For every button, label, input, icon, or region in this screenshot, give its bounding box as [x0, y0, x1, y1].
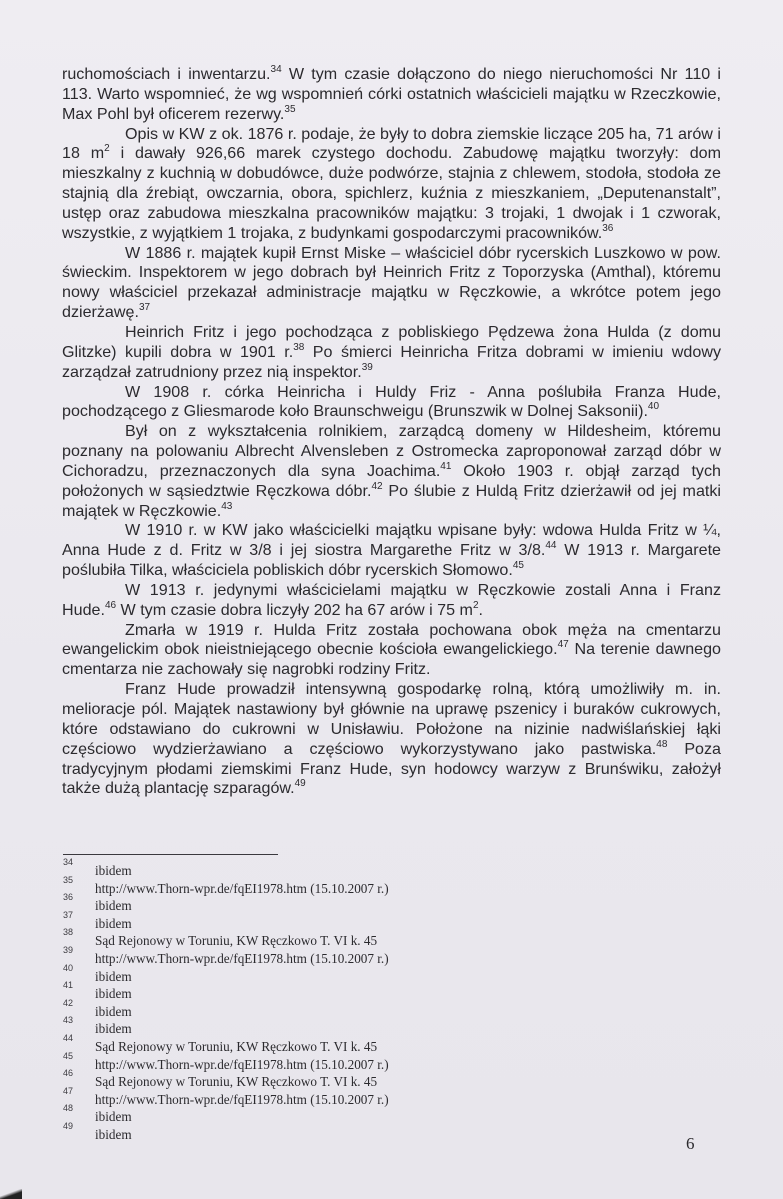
footnote-number: 39	[63, 944, 74, 955]
footnote-text: ibidem	[95, 1003, 132, 1019]
footnote-link[interactable]: http://www.Thorn-wpr.de/fqEI1978.htm (15.10.2007 r.)	[95, 1056, 389, 1072]
footnote-36	[63, 892, 563, 914]
text-run: W 1886 r. majątek kupił Ernst Miske – właściciel dóbr rycerskich Luszkowo w pow. świeckim. Inspektorem w jego dobrach był Heinrich Fritz z Toporzyska (Amthal), któremu nowy właściciel przekazał administracje majątku w Ręczkowie, a wkrótce potem jego dzierżawę.	[62, 243, 721, 322]
text-run: Poza tradycyjnym płodami ziemskimi Franz Hude, syn hodowcy warzyw z Brunświku, założył także dużą plantację szparagów.	[62, 739, 721, 798]
paragraph-10	[62, 680, 721, 799]
text-run: Heinrich Fritz i jego pochodząca z pobliskiego Pędzewa żona Hulda (z domu Glitzke) kupili dobra w 1901 r.	[62, 322, 721, 361]
footnote-link[interactable]: http://www.Thorn-wpr.de/fqEI1978.htm (15.10.2007 r.)	[95, 1091, 389, 1107]
footnote-ref-42[interactable]: 42	[371, 480, 383, 492]
paragraph-1	[62, 65, 721, 125]
paragraph-7	[62, 521, 721, 581]
footnote-ref-39[interactable]: 39	[361, 361, 373, 373]
text-run: Po ślubie z Huldą Fritz dzierżawił od jej matki majątek w Ręczkowie.	[62, 481, 722, 520]
footnote-text: ibidem	[95, 1126, 132, 1142]
footnote-link[interactable]: http://www.Thorn-wpr.de/fqEI1978.htm (15.10.2007 r.)	[95, 950, 389, 966]
paragraph-4	[62, 323, 721, 383]
footnote-number: 41	[63, 980, 74, 991]
text-run: W tym czasie dołączono do niego nieruchomości Nr 110 i 113. Warto wspomnieć, że wg wspomnień córki ostatnich właścicieli majątku w Rzeczkowie, Max Pohl był oficerem rezerwy.	[62, 65, 721, 123]
footnote-number: 46	[63, 1068, 74, 1079]
footnote-text: Sąd Rejonowy w Toruniu, KW Ręczkowo T. VI k. 45	[95, 1074, 378, 1090]
text-run: .	[478, 600, 484, 619]
footnote-43	[63, 1015, 563, 1037]
superscript-squared: 2	[472, 599, 479, 611]
footnotes-list	[63, 858, 563, 1140]
footnote-ref-38[interactable]: 38	[293, 341, 305, 353]
text-run: Zmarła w 1919 r. Hulda Fritz została pochowana obok męża na cmentarzu ewangelickim obok nieistniejącego obecnie kościoła ewangelickiego.	[62, 620, 721, 659]
footnote-separator	[63, 854, 278, 855]
footnote-text: ibidem	[95, 968, 132, 984]
footnote-35	[63, 876, 563, 894]
footnote-text: ibidem	[95, 1109, 132, 1125]
footnote-ref-48[interactable]: 48	[656, 738, 668, 750]
footnote-text: Sąd Rejonowy w Toruniu, KW Ręczkowo T. VI k. 45	[95, 1038, 378, 1054]
paragraph-6	[62, 422, 721, 521]
paragraph-9	[62, 621, 721, 681]
superscript-squared: 2	[104, 143, 110, 155]
footnote-number: 34	[63, 857, 74, 867]
footnote-ref-34[interactable]: 34	[270, 64, 282, 75]
footnote-ref-40[interactable]: 40	[647, 401, 660, 413]
page-number: 6	[686, 1134, 695, 1153]
footnote-ref-49[interactable]: 49	[294, 778, 306, 790]
footnote-number: 37	[63, 909, 74, 920]
footnote-number: 35	[63, 874, 74, 885]
footnote-ref-46[interactable]: 46	[104, 599, 117, 611]
paragraph-5	[62, 383, 721, 423]
footnote-text: ibidem	[95, 898, 132, 914]
scan-corner-shadow	[0, 1189, 22, 1199]
footnote-42	[63, 999, 563, 1017]
footnote-ref-44[interactable]: 44	[545, 540, 557, 552]
footnote-46	[63, 1068, 563, 1090]
paragraph-2	[62, 125, 721, 244]
text-run: W 1913 r. Margarete poślubiła Tilka, właściciela pobliskich dóbr rycerskich Słomowo.	[62, 541, 721, 580]
text-run: Około 1903 r. objął zarząd tych położonych w sąsiedztwie Ręczkowa dóbr.	[62, 461, 721, 500]
text-run: W tym czasie dobra liczyły 202 ha 67 arów i 75 m	[116, 600, 473, 619]
footnote-text: ibidem	[95, 986, 132, 1002]
text-run: i dawały 926,66 marek czystego dochodu. Zabudowę majątku tworzyły: dom mieszkalny z kuchnią w dobudówce, duże podwórze, stajnia z chlewem, stodoła, stodoła ze stajnią dla źrebiąt, owczarnia, obora, spichlerz, kuźnia z mieszkaniem, „Deputenanstalt”, ustęp oraz zabudowa mieszkalna pracowników majątku: 3 trojaki, 1 dwojak i 1 czworak, wszystkie, z wyjątkiem 1 trojaka, z budynkami gospodarczymi pracowników.	[62, 144, 722, 242]
text-run: W 1910 r. w KW jako właścicielki majątku wpisane były: wdowa Hulda Fritz w ¼, Anna Hude z d. Fritz w 3/8 i jej siostra Margarethe Fritz w 3/8.	[62, 521, 721, 560]
footnote-text: ibidem	[95, 915, 132, 931]
footnote-ref-45[interactable]: 45	[512, 560, 524, 572]
text-run: Na terenie dawnego cmentarza nie zachowały się nagrobki rodziny Fritz.	[62, 640, 721, 679]
footnote-number: 36	[63, 892, 74, 903]
footnote-48	[63, 1103, 563, 1125]
footnote-number: 47	[63, 1085, 74, 1096]
footnote-link[interactable]: http://www.Thorn-wpr.de/fqEI1978.htm (15.10.2007 r.)	[95, 880, 389, 896]
text-run: Po śmierci Heinricha Fritza dobrami w imieniu wdowy zarządzał zatrudniony przez nią inspektor.	[62, 342, 722, 381]
text-run: Był on z wykształcenia rolnikiem, zarządcą domeny w Hildesheim, któremu poznany na polowaniu Albrecht Alvensleben z Ostromecka zaproponował zarząd dóbr w Cichoradzu, przeznaczonych dla syna Joachima.	[62, 422, 721, 480]
footnote-number: 48	[63, 1103, 74, 1114]
footnote-ref-47[interactable]: 47	[557, 639, 569, 651]
footnote-38	[63, 927, 563, 949]
footnote-number: 43	[63, 1015, 74, 1026]
text-run: ruchomościach i inwentarzu.	[62, 65, 271, 83]
footnote-number: 38	[63, 927, 74, 938]
paragraph-3	[62, 244, 721, 323]
footnote-49	[63, 1122, 563, 1140]
body-text	[62, 65, 721, 799]
footnote-37	[63, 911, 563, 929]
footnote-34	[63, 858, 563, 876]
footnote-41	[63, 980, 563, 1002]
footnote-ref-43[interactable]: 43	[221, 500, 233, 512]
footnote-number: 40	[63, 962, 74, 973]
text-run: W 1908 r. córka Heinricha i Huldy Friz - Anna poślubiła Franza Hude, pochodzącego z Gliesmarode koło Braunschweigu (Brunszwik w Dolnej Saksonii).	[62, 382, 721, 421]
footnote-text: ibidem	[95, 1021, 132, 1037]
footnote-ref-35[interactable]: 35	[284, 103, 296, 115]
text-run: Opis w KW z ok. 1876 r. podaje, że były to dobra ziemskie liczące 205 ha, 71 arów i 18 m	[62, 124, 721, 163]
footnote-ref-36[interactable]: 36	[602, 222, 614, 234]
paragraph-8	[62, 581, 721, 621]
footnote-text: ibidem	[95, 863, 132, 878]
footnote-47	[63, 1087, 563, 1105]
footnote-40	[63, 964, 563, 982]
footnote-45	[63, 1052, 563, 1070]
footnote-text: Sąd Rejonowy w Toruniu, KW Ręczkowo T. VI k. 45	[95, 933, 378, 949]
footnote-ref-41[interactable]: 41	[440, 460, 452, 472]
footnote-number: 42	[63, 997, 74, 1008]
text-run: W 1913 r. jedynymi właścicielami majątku w Ręczkowie zostali Anna i Franz Hude.	[62, 580, 721, 619]
footnote-39	[63, 946, 563, 964]
footnote-ref-37[interactable]: 37	[138, 302, 151, 314]
footnote-44	[63, 1034, 563, 1052]
footnote-number: 45	[63, 1050, 74, 1061]
footnote-number: 44	[63, 1032, 74, 1043]
footnote-number: 49	[63, 1120, 74, 1131]
text-run: Franz Hude prowadził intensywną gospodarkę rolną, którą umożliwiły m. in. melioracje pól. Majątek nastawiony był głównie na uprawę pszenicy i buraków cukrowych, które odstawiano do cukrowni w Unisławiu. Położone na nizinie nadwiślańskiej łąki częściowo wydzierżawiano a częściowo wykorzystywano jako pastwiska.	[62, 680, 721, 758]
